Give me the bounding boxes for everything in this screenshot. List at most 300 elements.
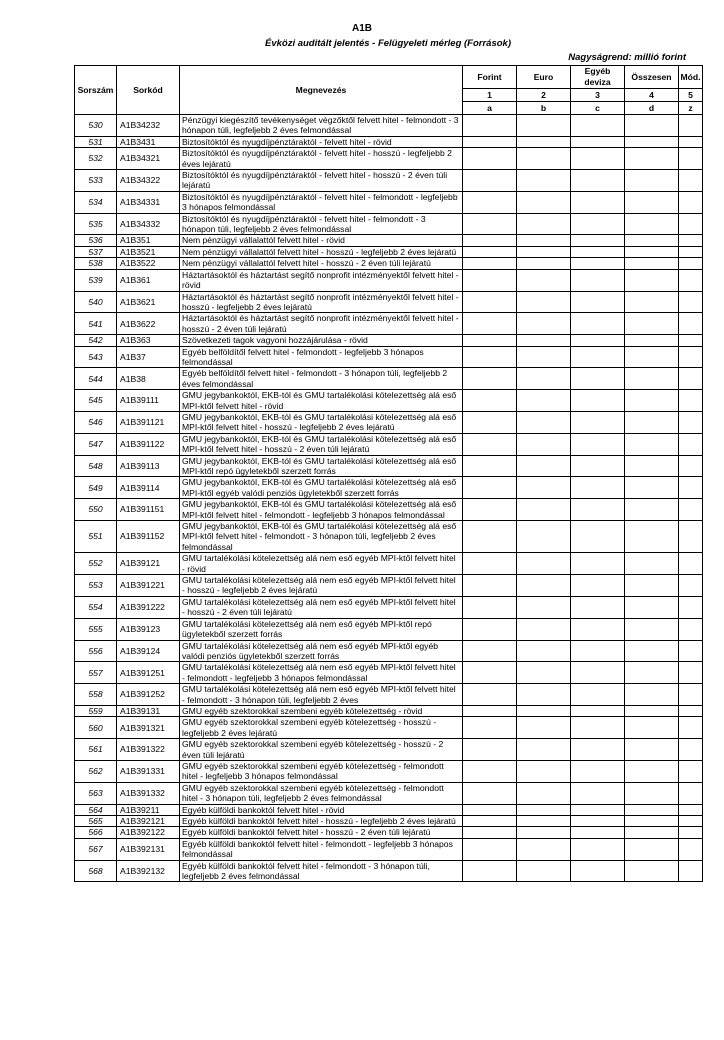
value-osszesen-cell[interactable] <box>625 618 679 640</box>
table-row <box>75 335 703 346</box>
header-letter-z: z <box>679 102 703 115</box>
row-description: GMU egyéb szektorokkal szembeni egyéb kötelezettség - rövid <box>180 705 463 716</box>
value-egyeb-deviza-cell[interactable] <box>571 804 625 815</box>
value-egyeb-deviza-cell[interactable] <box>571 390 625 412</box>
header-sorkod: Sorkód <box>117 66 180 115</box>
unit-note: Nagyságrend: millió forint <box>568 52 686 63</box>
row-description: GMU jegybankoktól, EKB-tól és GMU tartalékolási kötelezettség alá eső MPI-ktől repó ügyletekből szerzett forrás <box>180 455 463 477</box>
row-code: A1B361 <box>117 269 180 291</box>
value-egyeb-deviza-cell[interactable] <box>571 553 625 575</box>
value-euro-cell[interactable] <box>517 269 571 291</box>
row-number: 547 <box>75 433 117 455</box>
value-mod-cell[interactable] <box>679 816 703 827</box>
row-description: Háztartásoktól és háztartást segítő nonprofit intézményektől felvett hitel - hosszú - legfeljebb 2 éves lejáratú <box>180 291 463 313</box>
value-mod-cell[interactable] <box>679 433 703 455</box>
value-egyeb-deviza-cell[interactable] <box>571 368 625 390</box>
value-mod-cell[interactable] <box>679 596 703 618</box>
value-mod-cell[interactable] <box>679 705 703 716</box>
row-description: Biztosítóktól és nyugdíjpénztáraktól - felvett hitel - hosszú - 2 éven túli lejáratú <box>180 170 463 192</box>
value-mod-cell[interactable] <box>679 455 703 477</box>
table-row <box>75 575 703 597</box>
value-osszesen-cell[interactable] <box>625 335 679 346</box>
row-number: 532 <box>75 148 117 170</box>
value-forint-cell[interactable] <box>463 390 517 412</box>
header-num-5: 5 <box>679 89 703 102</box>
row-code: A1B363 <box>117 335 180 346</box>
value-mod-cell[interactable] <box>679 684 703 706</box>
value-osszesen-cell[interactable] <box>625 291 679 313</box>
value-egyeb-deviza-cell[interactable] <box>571 816 625 827</box>
row-code: A1B392122 <box>117 827 180 838</box>
value-forint-cell[interactable] <box>463 827 517 838</box>
header-num-1: 1 <box>463 89 517 102</box>
table-row <box>75 411 703 433</box>
value-euro-cell[interactable] <box>517 213 571 235</box>
row-description: GMU jegybankoktól, EKB-tól és GMU tartalékolási kötelezettség alá eső MPI-ktől felvett hitel - hosszú - 2 éven túli lejáratú <box>180 433 463 455</box>
value-forint-cell[interactable] <box>463 335 517 346</box>
row-description: GMU jegybankoktól, EKB-tól és GMU tartalékolási kötelezettség alá eső MPI-ktől felvett hitel - hosszú - legfeljebb 2 éves lejáratú <box>180 411 463 433</box>
balance-sheet-table <box>74 65 703 882</box>
value-mod-cell[interactable] <box>679 368 703 390</box>
header-letter-d: d <box>625 102 679 115</box>
value-forint-cell[interactable] <box>463 269 517 291</box>
value-mod-cell[interactable] <box>679 246 703 257</box>
value-mod-cell[interactable] <box>679 136 703 147</box>
value-euro-cell[interactable] <box>517 553 571 575</box>
row-code: A1B34332 <box>117 213 180 235</box>
row-code: A1B391321 <box>117 717 180 739</box>
value-forint-cell[interactable] <box>463 596 517 618</box>
value-forint-cell[interactable] <box>463 148 517 170</box>
value-osszesen-cell[interactable] <box>625 860 679 882</box>
value-egyeb-deviza-cell[interactable] <box>571 246 625 257</box>
value-egyeb-deviza-cell[interactable] <box>571 269 625 291</box>
table-row <box>75 390 703 412</box>
table-row <box>75 705 703 716</box>
value-osszesen-cell[interactable] <box>625 269 679 291</box>
value-egyeb-deviza-cell[interactable] <box>571 782 625 804</box>
row-description: Egyéb külföldi bankoktól felvett hitel - felmondott - 3 hónapon túli, legfeljebb 2 éves felmondással <box>180 860 463 882</box>
header-megnevezes: Megnevezés <box>180 66 463 115</box>
value-euro-cell[interactable] <box>517 170 571 192</box>
value-euro-cell[interactable] <box>517 411 571 433</box>
value-forint-cell[interactable] <box>463 662 517 684</box>
table-row <box>75 521 703 553</box>
value-forint-cell[interactable] <box>463 618 517 640</box>
value-forint-cell[interactable] <box>463 235 517 246</box>
row-description: GMU tartalékolási kötelezettség alá nem eső egyéb MPI-ktől felvett hitel - felmondott - legfeljebb 3 hónapos felmondással <box>180 662 463 684</box>
header-euro: Euro <box>517 66 571 89</box>
value-egyeb-deviza-cell[interactable] <box>571 838 625 860</box>
row-description: GMU tartalékolási kötelezettség alá nem eső egyéb MPI-ktől felvett hitel - hosszú - legfeljebb 2 éves lejáratú <box>180 575 463 597</box>
row-number: 559 <box>75 705 117 716</box>
value-forint-cell[interactable] <box>463 213 517 235</box>
row-description: GMU egyéb szektorokkal szembeni egyéb kötelezettség - felmondott hitel - 3 hónapon túli, legfeljebb 2 éves felmondással <box>180 782 463 804</box>
value-euro-cell[interactable] <box>517 368 571 390</box>
row-code: A1B392121 <box>117 816 180 827</box>
value-forint-cell[interactable] <box>463 291 517 313</box>
table-row <box>75 235 703 246</box>
row-description: GMU tartalékolási kötelezettség alá nem eső egyéb MPI-ktől egyéb valódi penziós ügyletekből szerzett forrás <box>180 640 463 662</box>
value-forint-cell[interactable] <box>463 782 517 804</box>
row-number: 536 <box>75 235 117 246</box>
value-egyeb-deviza-cell[interactable] <box>571 596 625 618</box>
table-row <box>75 553 703 575</box>
value-mod-cell[interactable] <box>679 213 703 235</box>
value-egyeb-deviza-cell[interactable] <box>571 717 625 739</box>
value-euro-cell[interactable] <box>517 246 571 257</box>
value-osszesen-cell[interactable] <box>625 191 679 213</box>
row-description: Nem pénzügyi vállalattól felvett hitel - hosszú - legfeljebb 2 éves lejáratú <box>180 246 463 257</box>
value-forint-cell[interactable] <box>463 739 517 761</box>
value-osszesen-cell[interactable] <box>625 640 679 662</box>
row-description: Egyéb belföldítől felvett hitel - felmondott - 3 hónapon túli, legfeljebb 2 éves felmondással <box>180 368 463 390</box>
value-mod-cell[interactable] <box>679 115 703 137</box>
value-egyeb-deviza-cell[interactable] <box>571 136 625 147</box>
value-mod-cell[interactable] <box>679 804 703 815</box>
value-forint-cell[interactable] <box>463 860 517 882</box>
value-egyeb-deviza-cell[interactable] <box>571 346 625 368</box>
row-number: 558 <box>75 684 117 706</box>
row-number: 553 <box>75 575 117 597</box>
value-euro-cell[interactable] <box>517 705 571 716</box>
row-number: 552 <box>75 553 117 575</box>
row-number: 542 <box>75 335 117 346</box>
value-euro-cell[interactable] <box>517 521 571 553</box>
row-code: A1B351 <box>117 235 180 246</box>
value-euro-cell[interactable] <box>517 258 571 269</box>
value-osszesen-cell[interactable] <box>625 838 679 860</box>
value-euro-cell[interactable] <box>517 191 571 213</box>
value-osszesen-cell[interactable] <box>625 148 679 170</box>
value-forint-cell[interactable] <box>463 191 517 213</box>
row-code: A1B38 <box>117 368 180 390</box>
value-egyeb-deviza-cell[interactable] <box>571 827 625 838</box>
row-number: 556 <box>75 640 117 662</box>
value-forint-cell[interactable] <box>463 521 517 553</box>
table-row <box>75 640 703 662</box>
value-egyeb-deviza-cell[interactable] <box>571 335 625 346</box>
row-code: A1B391121 <box>117 411 180 433</box>
value-forint-cell[interactable] <box>463 136 517 147</box>
row-code: A1B391122 <box>117 433 180 455</box>
value-osszesen-cell[interactable] <box>625 739 679 761</box>
value-forint-cell[interactable] <box>463 170 517 192</box>
row-code: A1B34322 <box>117 170 180 192</box>
row-number: 565 <box>75 816 117 827</box>
value-mod-cell[interactable] <box>679 335 703 346</box>
row-number: 548 <box>75 455 117 477</box>
value-osszesen-cell[interactable] <box>625 115 679 137</box>
value-mod-cell[interactable] <box>679 521 703 553</box>
value-mod-cell[interactable] <box>679 477 703 499</box>
value-mod-cell[interactable] <box>679 148 703 170</box>
value-euro-cell[interactable] <box>517 596 571 618</box>
row-description: Biztosítóktól és nyugdíjpénztáraktól - felvett hitel - rövid <box>180 136 463 147</box>
value-forint-cell[interactable] <box>463 258 517 269</box>
row-number: 544 <box>75 368 117 390</box>
row-description: Egyéb külföldi bankoktól felvett hitel - hosszú - legfeljebb 2 éves lejáratú <box>180 816 463 827</box>
value-euro-cell[interactable] <box>517 136 571 147</box>
value-egyeb-deviza-cell[interactable] <box>571 235 625 246</box>
table-row <box>75 684 703 706</box>
value-egyeb-deviza-cell[interactable] <box>571 477 625 499</box>
value-forint-cell[interactable] <box>463 313 517 335</box>
row-number: 541 <box>75 313 117 335</box>
value-osszesen-cell[interactable] <box>625 235 679 246</box>
value-euro-cell[interactable] <box>517 816 571 827</box>
value-euro-cell[interactable] <box>517 335 571 346</box>
value-euro-cell[interactable] <box>517 390 571 412</box>
row-number: 534 <box>75 191 117 213</box>
header-num-4: 4 <box>625 89 679 102</box>
header-letter-a: a <box>463 102 517 115</box>
value-egyeb-deviza-cell[interactable] <box>571 575 625 597</box>
value-egyeb-deviza-cell[interactable] <box>571 760 625 782</box>
value-egyeb-deviza-cell[interactable] <box>571 521 625 553</box>
row-code: A1B391221 <box>117 575 180 597</box>
value-euro-cell[interactable] <box>517 455 571 477</box>
value-euro-cell[interactable] <box>517 662 571 684</box>
value-forint-cell[interactable] <box>463 246 517 257</box>
value-osszesen-cell[interactable] <box>625 170 679 192</box>
value-osszesen-cell[interactable] <box>625 313 679 335</box>
value-egyeb-deviza-cell[interactable] <box>571 739 625 761</box>
table-row <box>75 477 703 499</box>
value-egyeb-deviza-cell[interactable] <box>571 115 625 137</box>
value-euro-cell[interactable] <box>517 760 571 782</box>
table-row <box>75 782 703 804</box>
value-osszesen-cell[interactable] <box>625 596 679 618</box>
value-egyeb-deviza-cell[interactable] <box>571 411 625 433</box>
value-egyeb-deviza-cell[interactable] <box>571 618 625 640</box>
value-forint-cell[interactable] <box>463 499 517 521</box>
row-number: 561 <box>75 739 117 761</box>
value-osszesen-cell[interactable] <box>625 760 679 782</box>
value-forint-cell[interactable] <box>463 816 517 827</box>
value-osszesen-cell[interactable] <box>625 553 679 575</box>
value-euro-cell[interactable] <box>517 838 571 860</box>
value-mod-cell[interactable] <box>679 618 703 640</box>
value-osszesen-cell[interactable] <box>625 575 679 597</box>
value-forint-cell[interactable] <box>463 368 517 390</box>
value-forint-cell[interactable] <box>463 433 517 455</box>
value-euro-cell[interactable] <box>517 860 571 882</box>
value-osszesen-cell[interactable] <box>625 827 679 838</box>
value-osszesen-cell[interactable] <box>625 136 679 147</box>
value-osszesen-cell[interactable] <box>625 246 679 257</box>
value-mod-cell[interactable] <box>679 662 703 684</box>
value-osszesen-cell[interactable] <box>625 499 679 521</box>
row-number: 566 <box>75 827 117 838</box>
value-egyeb-deviza-cell[interactable] <box>571 291 625 313</box>
row-description: GMU jegybankoktól, EKB-tól és GMU tartalékolási kötelezettség alá eső MPI-ktől felvett hitel - rövid <box>180 390 463 412</box>
value-forint-cell[interactable] <box>463 411 517 433</box>
row-number: 539 <box>75 269 117 291</box>
value-mod-cell[interactable] <box>679 827 703 838</box>
row-code: A1B39123 <box>117 618 180 640</box>
value-mod-cell[interactable] <box>679 313 703 335</box>
value-mod-cell[interactable] <box>679 717 703 739</box>
value-egyeb-deviza-cell[interactable] <box>571 455 625 477</box>
value-forint-cell[interactable] <box>463 115 517 137</box>
row-code: A1B34321 <box>117 148 180 170</box>
row-number: 538 <box>75 258 117 269</box>
value-mod-cell[interactable] <box>679 291 703 313</box>
row-number: 530 <box>75 115 117 137</box>
value-mod-cell[interactable] <box>679 390 703 412</box>
value-osszesen-cell[interactable] <box>625 662 679 684</box>
value-euro-cell[interactable] <box>517 684 571 706</box>
value-egyeb-deviza-cell[interactable] <box>571 433 625 455</box>
row-code: A1B39211 <box>117 804 180 815</box>
value-mod-cell[interactable] <box>679 269 703 291</box>
row-description: Biztosítóktól és nyugdíjpénztáraktól - felvett hitel - felmondott - legfeljebb 3 hónapos felmondással <box>180 191 463 213</box>
value-mod-cell[interactable] <box>679 838 703 860</box>
value-mod-cell[interactable] <box>679 760 703 782</box>
value-egyeb-deviza-cell[interactable] <box>571 191 625 213</box>
value-euro-cell[interactable] <box>517 148 571 170</box>
value-osszesen-cell[interactable] <box>625 477 679 499</box>
row-number: 543 <box>75 346 117 368</box>
row-code: A1B3521 <box>117 246 180 257</box>
row-number: 546 <box>75 411 117 433</box>
value-osszesen-cell[interactable] <box>625 411 679 433</box>
value-forint-cell[interactable] <box>463 346 517 368</box>
table-row <box>75 596 703 618</box>
value-euro-cell[interactable] <box>517 499 571 521</box>
value-euro-cell[interactable] <box>517 115 571 137</box>
value-mod-cell[interactable] <box>679 640 703 662</box>
row-code: A1B39113 <box>117 455 180 477</box>
value-egyeb-deviza-cell[interactable] <box>571 684 625 706</box>
value-mod-cell[interactable] <box>679 346 703 368</box>
value-euro-cell[interactable] <box>517 782 571 804</box>
value-forint-cell[interactable] <box>463 640 517 662</box>
value-egyeb-deviza-cell[interactable] <box>571 499 625 521</box>
value-euro-cell[interactable] <box>517 291 571 313</box>
value-osszesen-cell[interactable] <box>625 390 679 412</box>
value-forint-cell[interactable] <box>463 838 517 860</box>
row-code: A1B391322 <box>117 739 180 761</box>
value-osszesen-cell[interactable] <box>625 521 679 553</box>
table-body <box>75 115 703 882</box>
row-description: GMU egyéb szektorokkal szembeni egyéb kötelezettség - felmondott hitel - legfeljebb 3 hónapos felmondással <box>180 760 463 782</box>
report-subtitle: Évközi auditált jelentés - Felügyeleti mérleg (Források) <box>264 38 511 49</box>
value-forint-cell[interactable] <box>463 575 517 597</box>
row-description: GMU jegybankoktól, EKB-tól és GMU tartalékolási kötelezettség alá eső MPI-ktől egyéb valódi penziós ügyletekből szerzett forrás <box>180 477 463 499</box>
value-osszesen-cell[interactable] <box>625 455 679 477</box>
value-euro-cell[interactable] <box>517 575 571 597</box>
value-mod-cell[interactable] <box>679 782 703 804</box>
value-osszesen-cell[interactable] <box>625 717 679 739</box>
value-euro-cell[interactable] <box>517 618 571 640</box>
value-osszesen-cell[interactable] <box>625 684 679 706</box>
value-mod-cell[interactable] <box>679 170 703 192</box>
table-row <box>75 213 703 235</box>
value-forint-cell[interactable] <box>463 760 517 782</box>
row-number: 550 <box>75 499 117 521</box>
value-egyeb-deviza-cell[interactable] <box>571 170 625 192</box>
value-euro-cell[interactable] <box>517 739 571 761</box>
row-description: GMU egyéb szektorokkal szembeni egyéb kötelezettség - hosszú - legfeljebb 2 éves lejáratú <box>180 717 463 739</box>
value-euro-cell[interactable] <box>517 477 571 499</box>
value-egyeb-deviza-cell[interactable] <box>571 313 625 335</box>
value-mod-cell[interactable] <box>679 499 703 521</box>
value-euro-cell[interactable] <box>517 313 571 335</box>
value-forint-cell[interactable] <box>463 477 517 499</box>
value-mod-cell[interactable] <box>679 860 703 882</box>
value-euro-cell[interactable] <box>517 433 571 455</box>
value-mod-cell[interactable] <box>679 739 703 761</box>
value-euro-cell[interactable] <box>517 717 571 739</box>
value-osszesen-cell[interactable] <box>625 816 679 827</box>
row-number: 549 <box>75 477 117 499</box>
value-euro-cell[interactable] <box>517 827 571 838</box>
value-egyeb-deviza-cell[interactable] <box>571 640 625 662</box>
row-number: 537 <box>75 246 117 257</box>
row-number: 551 <box>75 521 117 553</box>
value-euro-cell[interactable] <box>517 346 571 368</box>
row-description: Egyéb külföldi bankoktól felvett hitel - hosszú - 2 éven túli lejáratú <box>180 827 463 838</box>
value-euro-cell[interactable] <box>517 640 571 662</box>
row-description: GMU jegybankoktól, EKB-tól és GMU tartalékolási kötelezettség alá eső MPI-ktől felvett hitel - felmondott - legfeljebb 3 hónapos felmondással <box>180 499 463 521</box>
row-description: GMU jegybankoktól, EKB-tól és GMU tartalékolási kötelezettség alá eső MPI-ktől felvett hitel - felmondott - 3 hónapon túli, legfeljebb 2 éves felmondással <box>180 521 463 553</box>
row-code: A1B34331 <box>117 191 180 213</box>
value-osszesen-cell[interactable] <box>625 368 679 390</box>
value-osszesen-cell[interactable] <box>625 782 679 804</box>
value-egyeb-deviza-cell[interactable] <box>571 213 625 235</box>
table-row <box>75 170 703 192</box>
row-description: GMU tartalékolási kötelezettség alá nem eső egyéb MPI-ktől felvett hitel - felmondott - 3 hónapon túli, legfeljebb 2 éves <box>180 684 463 706</box>
value-euro-cell[interactable] <box>517 235 571 246</box>
value-forint-cell[interactable] <box>463 553 517 575</box>
value-forint-cell[interactable] <box>463 717 517 739</box>
value-osszesen-cell[interactable] <box>625 433 679 455</box>
value-mod-cell[interactable] <box>679 575 703 597</box>
value-euro-cell[interactable] <box>517 804 571 815</box>
value-mod-cell[interactable] <box>679 553 703 575</box>
value-osszesen-cell[interactable] <box>625 346 679 368</box>
header-letter-b: b <box>517 102 571 115</box>
row-number: 562 <box>75 760 117 782</box>
value-osszesen-cell[interactable] <box>625 705 679 716</box>
value-osszesen-cell[interactable] <box>625 213 679 235</box>
value-egyeb-deviza-cell[interactable] <box>571 705 625 716</box>
header-letter-c: c <box>571 102 625 115</box>
value-mod-cell[interactable] <box>679 258 703 269</box>
value-mod-cell[interactable] <box>679 235 703 246</box>
value-mod-cell[interactable] <box>679 411 703 433</box>
value-egyeb-deviza-cell[interactable] <box>571 662 625 684</box>
value-egyeb-deviza-cell[interactable] <box>571 258 625 269</box>
value-osszesen-cell[interactable] <box>625 258 679 269</box>
value-forint-cell[interactable] <box>463 684 517 706</box>
row-code: A1B391252 <box>117 684 180 706</box>
value-forint-cell[interactable] <box>463 455 517 477</box>
row-number: 560 <box>75 717 117 739</box>
row-code: A1B39131 <box>117 705 180 716</box>
value-mod-cell[interactable] <box>679 191 703 213</box>
value-forint-cell[interactable] <box>463 804 517 815</box>
header-sorszam: Sorszám <box>75 66 117 115</box>
row-description: Egyéb külföldi bankoktól felvett hitel - felmondott - legfeljebb 3 hónapos felmondással <box>180 838 463 860</box>
value-forint-cell[interactable] <box>463 705 517 716</box>
header-forint: Forint <box>463 66 517 89</box>
value-egyeb-deviza-cell[interactable] <box>571 148 625 170</box>
value-osszesen-cell[interactable] <box>625 804 679 815</box>
value-egyeb-deviza-cell[interactable] <box>571 860 625 882</box>
